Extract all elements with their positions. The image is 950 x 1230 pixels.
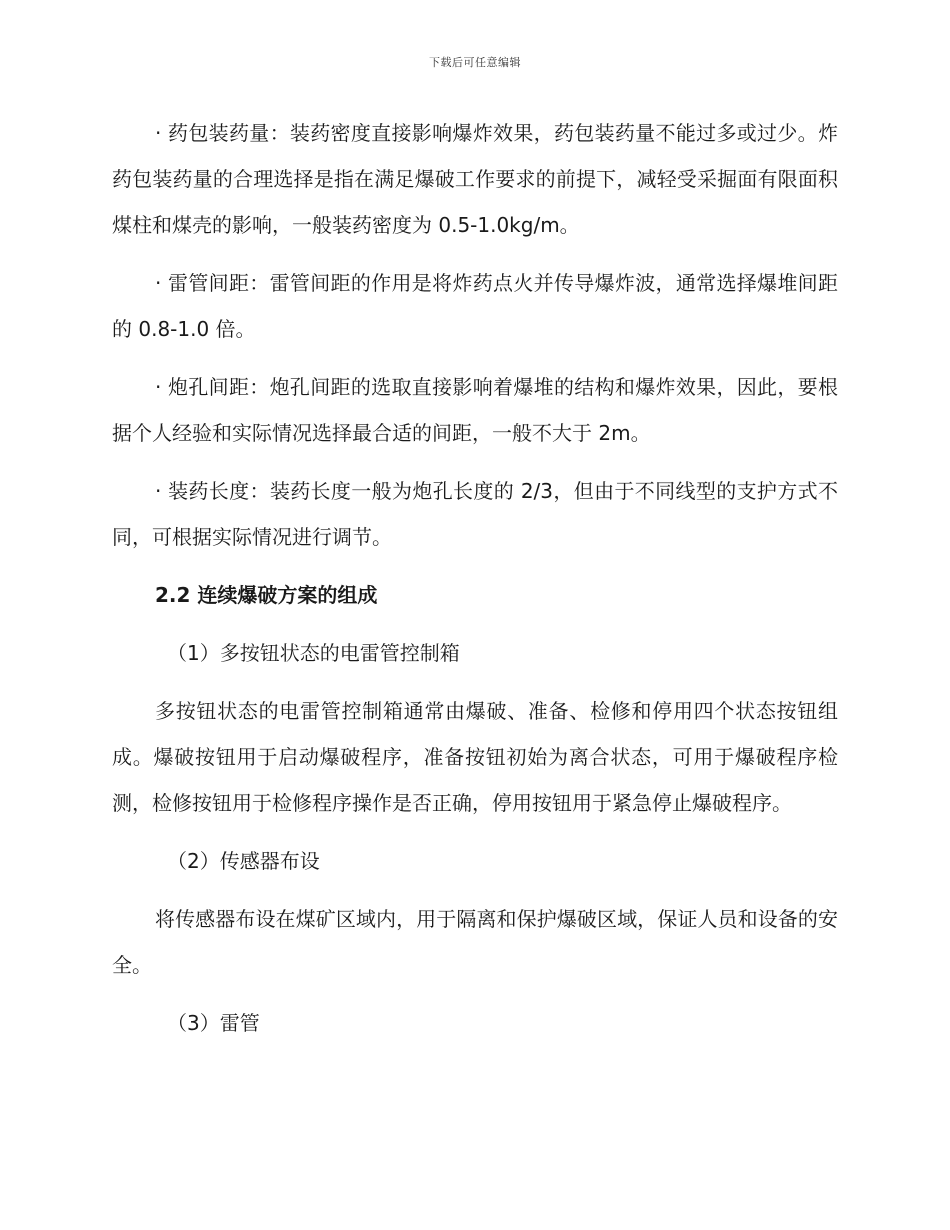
paragraph-control-box: 多按钮状态的电雷管控制箱通常由爆破、准备、检修和停用四个状态按钮组成。爆破按钮用于启动爆破程序，准备按钮初始为离合状态，可用于爆破程序检测，检修按钮用于检修程序操作是否正确，停用按钮用于紧急停止爆破程序。 [112,699,838,815]
section-heading: 2.2 连续爆破方案的组成 [155,583,378,607]
paragraph-sensors: 将传感器布设在煤矿区域内，用于隔离和保护爆破区域，保证人员和设备的安全。 [112,907,838,977]
subsection-title-detonator: （3）雷管 [167,1011,260,1035]
subsection-title-sensors: （2）传感器布设 [167,849,320,873]
page-header-note: 下载后可任意编辑 [429,56,521,69]
paragraph-charge-length: · 装药长度：装药长度一般为炮孔长度的 2/3，但由于不同线型的支护方式不同，可根据实际情况进行调节。 [112,479,838,549]
document-body [112,110,838,1058]
paragraph-borehole-spacing: · 炮孔间距：炮孔间距的选取直接影响着爆堆的结构和爆炸效果，因此，要根据个人经验和实际情况选择最合适的间距，一般不大于 2m。 [112,375,838,445]
paragraph-charge-amount: · 药包装药量：装药密度直接影响爆炸效果，药包装药量不能过多或过少。炸药包装药量的合理选择是指在满足爆破工作要求的前提下，减轻受采掘面有限面积煤柱和煤壳的影响，一般装药密度为 0.5-1.0kg/m。 [112,121,838,237]
subsection-title-control-box: （1）多按钮状态的电雷管控制箱 [167,641,460,665]
paragraph-detonator-spacing: · 雷管间距：雷管间距的作用是将炸药点火并传导爆炸波，通常选择爆堆间距的 0.8-1.0 倍。 [112,271,838,341]
